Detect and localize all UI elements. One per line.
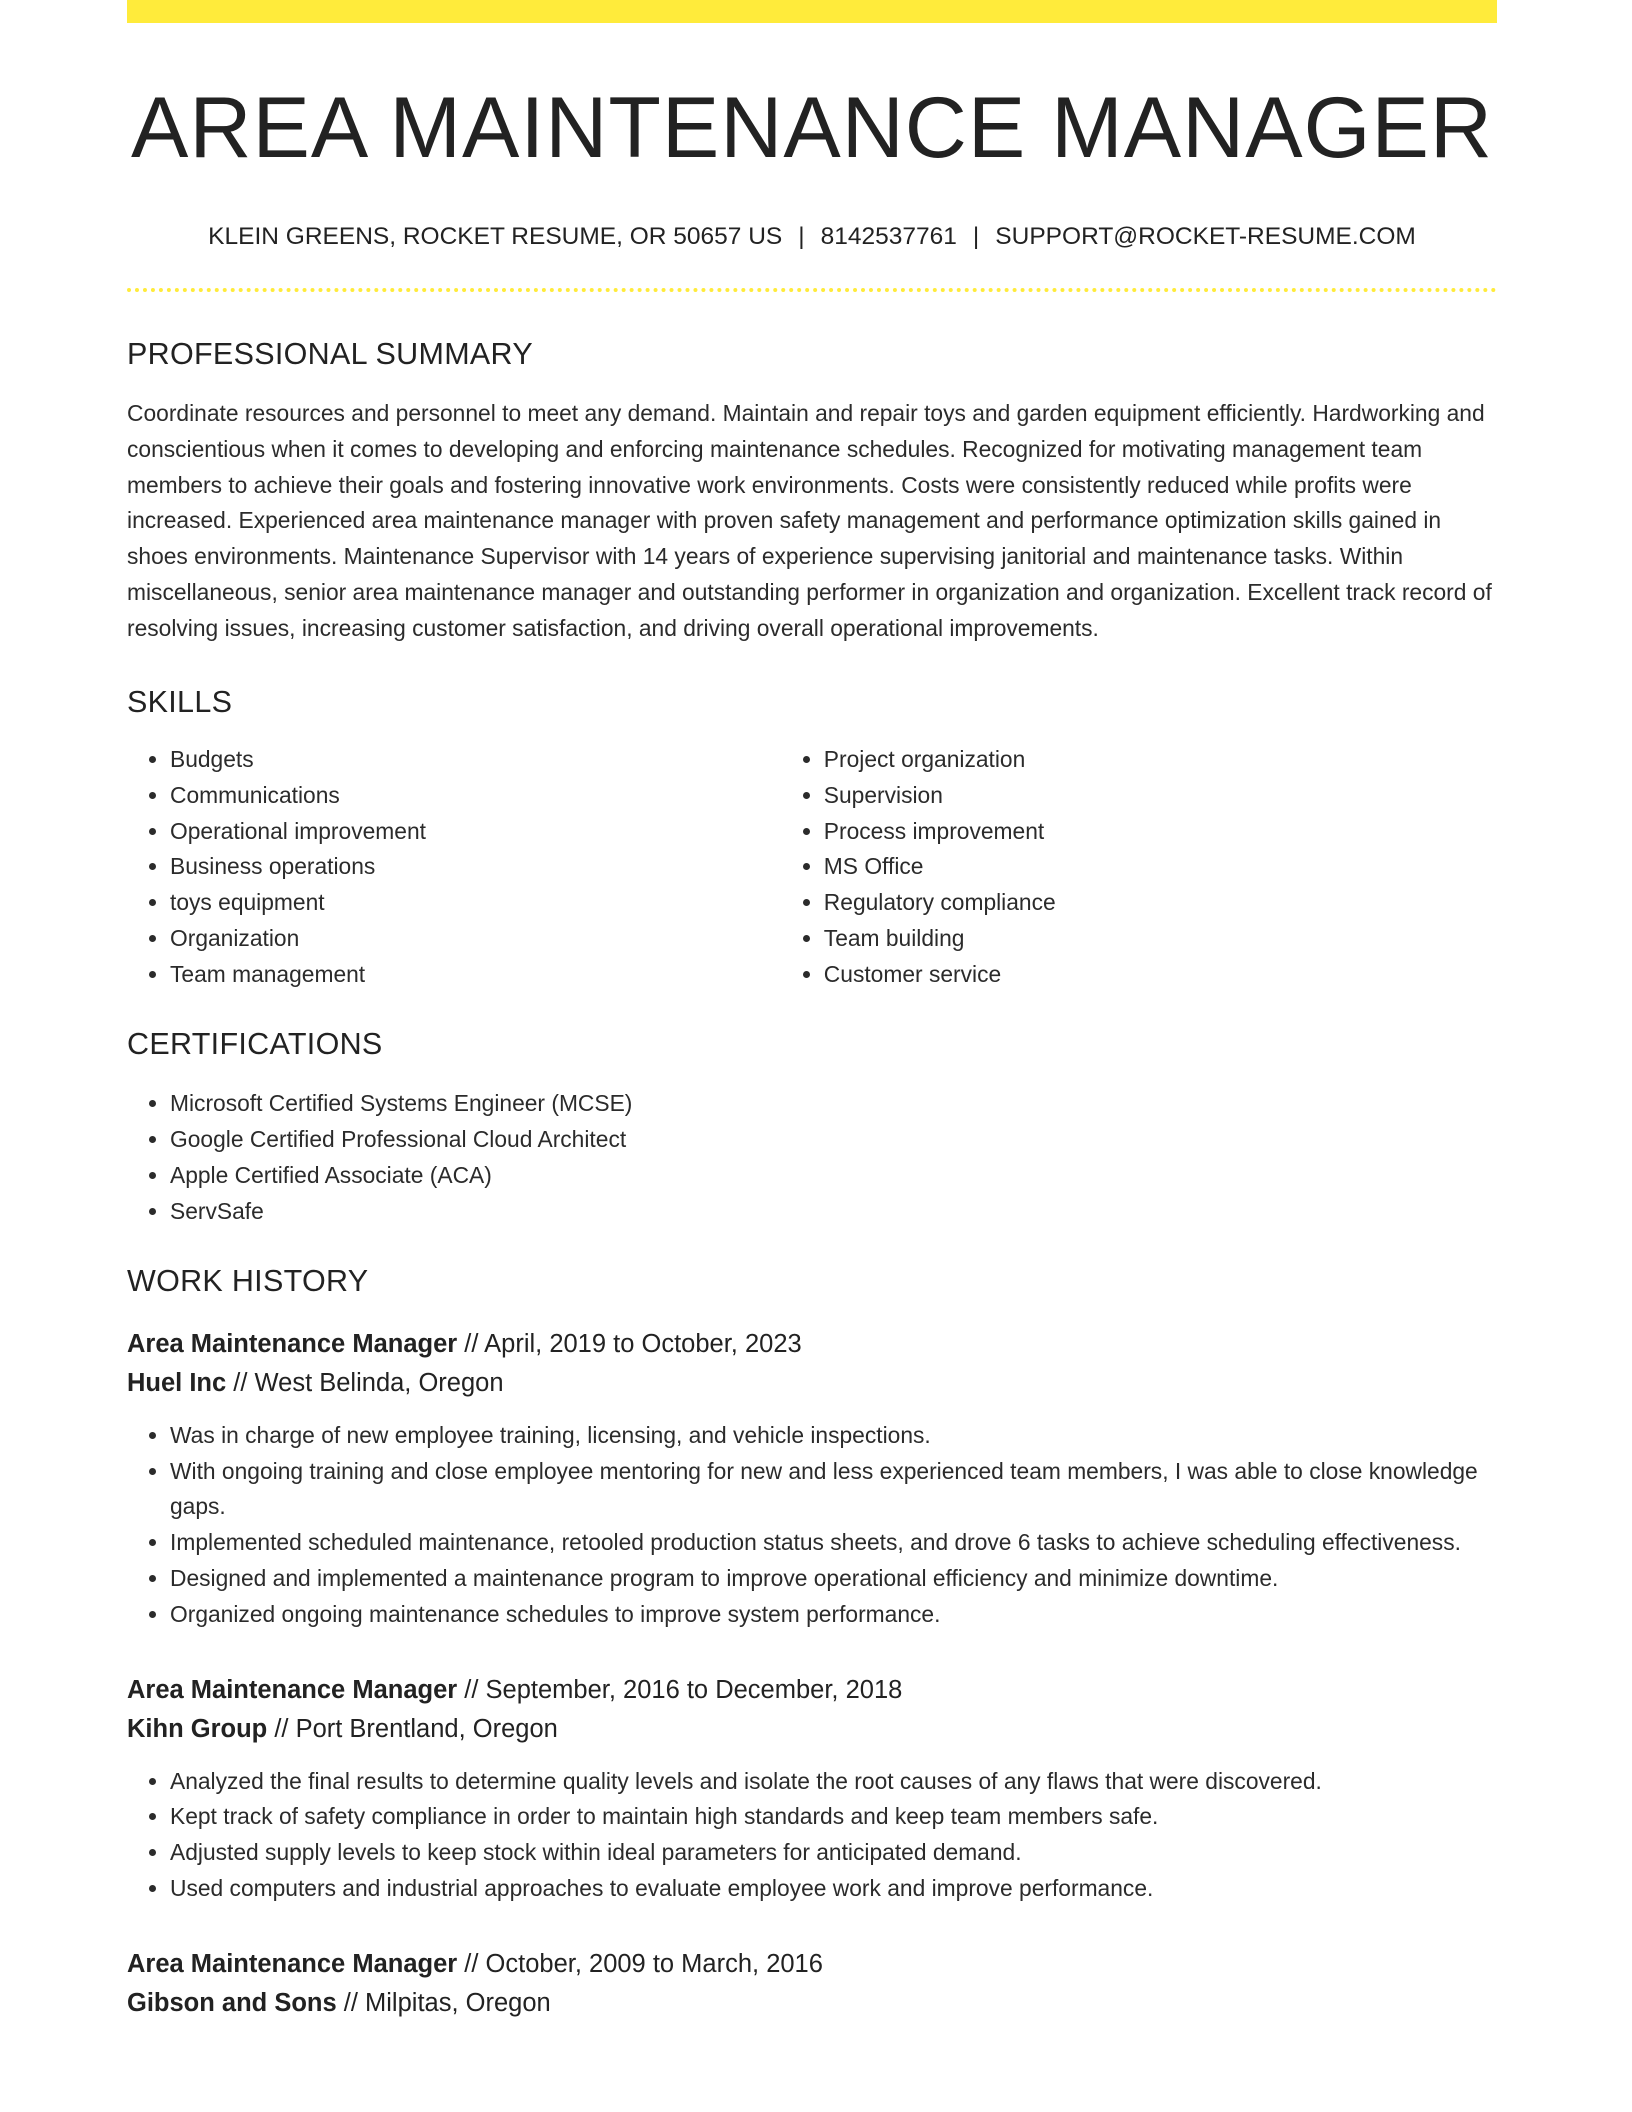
resume-page [127,0,1497,2023]
job-dates: // April, 2019 to October, 2023 [457,1329,802,1358]
summary-heading: PROFESSIONAL SUMMARY [127,336,533,371]
job-location: // Port Brentland, Oregon [267,1714,558,1743]
summary-text: Coordinate resources and personnel to meet any demand. Maintain and repair toys and garden equipment efficiently. Hardworking and conscientious when it comes to developing and enforcing maintenance schedules. Recognized for motivating management team members to achieve their goals and fostering innovative work environments. Costs were consistently reduced while profits were increased. Experienced area maintenance manager with proven safety management and performance optimization skills gained in shoes environments. Maintenance Supervisor with 14 years of experience supervising janitorial and maintenance tasks. Within miscellaneous, senior area maintenance manager and outstanding performer in organization and organization. Excellent track record of resolving issues, increasing customer satisfaction, and driving overall operational improvements. [127,400,1492,641]
contact-address: KLEIN GREENS, ROCKET RESUME, OR 50657 US [208,223,783,250]
job-bullet: • Kept track of safety compliance in order to maintain high standards and keep team members safe. [170,1799,1497,1835]
job-bullet: • Organized ongoing maintenance schedules to improve system performance. [170,1597,1497,1633]
skill-item: • Team management [170,957,778,993]
top-accent-bar [127,0,1497,23]
job-bullet: • Designed and implemented a maintenance program to improve operational efficiency and minimize downtime. [170,1561,1497,1597]
job-title: Area Maintenance Manager [127,1329,458,1358]
skill-item: • Regulatory compliance [824,885,1497,921]
work-history-heading: WORK HISTORY [127,1264,369,1299]
certification-item: • Google Certified Professional Cloud Architect [170,1122,1497,1158]
job-entry [127,1945,1497,2023]
skill-item: • Supervision [824,778,1497,814]
skill-item: • Budgets [170,742,778,778]
job-bullet: • Used computers and industrial approaches to evaluate employee work and improve performance. [170,1871,1497,1907]
job-company-line [127,1364,1497,1403]
skill-item: • toys equipment [170,885,778,921]
job-bullet: • Analyzed the final results to determine quality levels and isolate the root causes of any flaws that were discovered. [170,1764,1497,1800]
job-location: // West Belinda, Oregon [226,1368,504,1397]
job-title-line [127,1945,1497,1984]
skills-columns [127,742,1497,993]
skill-item: • Organization [170,921,778,957]
certification-item: • ServSafe [170,1194,1497,1230]
job-entry [127,1325,1497,1633]
job-dates: // September, 2016 to December, 2018 [457,1675,903,1704]
job-company-line [127,1984,1497,2023]
skills-heading: SKILLS [127,684,233,719]
job-bullets [127,1764,1497,1907]
skill-item: • Process improvement [824,814,1497,850]
job-company-line [127,1710,1497,1749]
job-location: // Milpitas, Oregon [336,1988,551,2017]
job-company: Kihn Group [127,1714,268,1743]
job-company: Gibson and Sons [127,1988,337,2017]
skill-item: • Customer service [824,957,1497,993]
contact-separator: | [972,223,980,250]
skill-item: • Team building [824,921,1497,957]
job-bullet: • Adjusted supply levels to keep stock within ideal parameters for anticipated demand. [170,1835,1497,1871]
certifications-heading: CERTIFICATIONS [127,1026,383,1061]
contact-separator: | [798,223,805,250]
contact-line [127,225,1497,250]
job-bullet: • Was in charge of new employee training, licensing, and vehicle inspections. [170,1418,1497,1454]
certifications-list [127,1086,1497,1229]
certification-item: • Microsoft Certified Systems Engineer (MCSE) [170,1086,1497,1122]
resume-title: AREA MAINTENANCE MANAGER [131,80,1493,176]
job-bullet: • With ongoing training and close employee mentoring for new and less experienced team members, I was able to close knowledge gaps. [170,1454,1497,1526]
job-bullet: • Implemented scheduled maintenance, retooled production status sheets, and drove 6 tasks to achieve scheduling effectiveness. [170,1525,1497,1561]
job-entry [127,1671,1497,1907]
job-title: Area Maintenance Manager [127,1949,458,1978]
job-bullets [127,1418,1497,1633]
job-title-line [127,1671,1497,1710]
skill-item: • Operational improvement [170,814,778,850]
job-company: Huel Inc [127,1368,227,1397]
skills-list-left [127,742,778,993]
job-dates: // October, 2009 to March, 2016 [457,1949,823,1978]
dotted-divider [127,288,1497,292]
skill-item: • Business operations [170,849,778,885]
skills-list-right [778,742,1497,993]
job-title-line [127,1325,1497,1364]
contact-phone: 8142537761 [820,223,957,250]
job-title: Area Maintenance Manager [127,1675,458,1704]
skill-item: • MS Office [824,849,1497,885]
skill-item: • Project organization [824,742,1497,778]
certification-item: • Apple Certified Associate (ACA) [170,1158,1497,1194]
contact-email[interactable]: SUPPORT@ROCKET-RESUME.COM [995,223,1416,250]
skill-item: • Communications [170,778,778,814]
